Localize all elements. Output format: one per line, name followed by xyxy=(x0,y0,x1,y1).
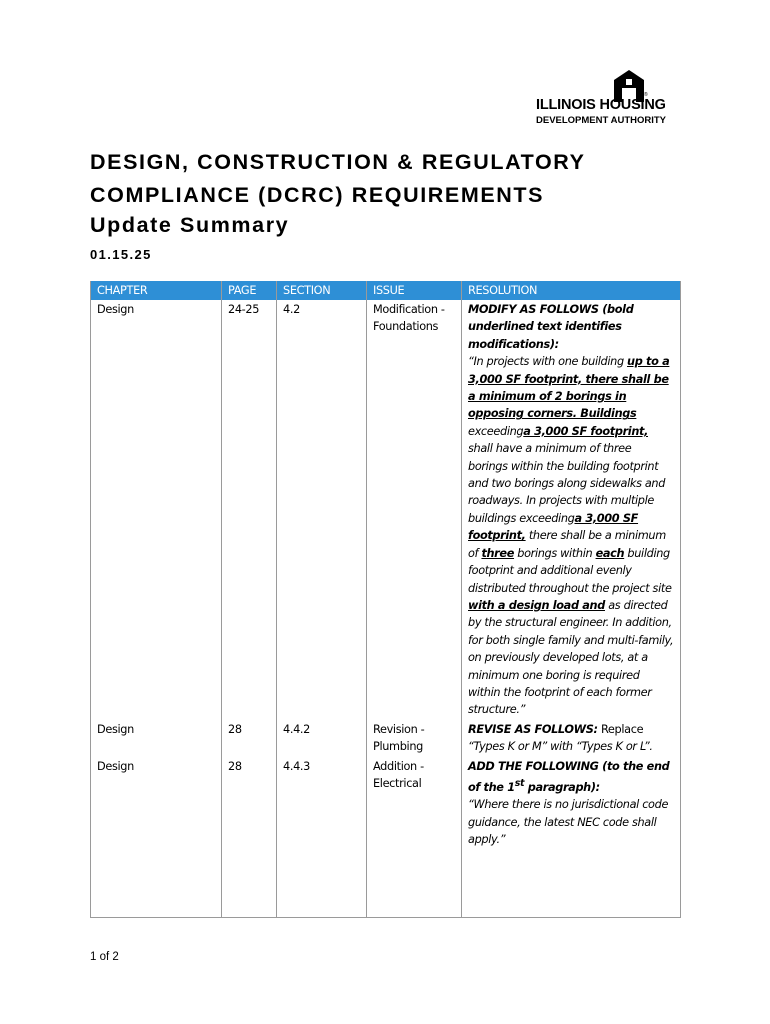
resolution-modification: up to a 3,000 SF footprint, there shall be a minimum of 2 borings in opposing corners. Buildings xyxy=(468,355,670,421)
cell-section: 4.4.2 xyxy=(277,720,367,757)
page-title xyxy=(90,146,586,212)
cell-page: 24-25 xyxy=(222,300,277,720)
cell-page: 28 xyxy=(222,757,277,918)
cell-resolution xyxy=(462,757,681,918)
cell-page: 28 xyxy=(222,720,277,757)
resolution-text: exceeding xyxy=(468,424,524,438)
logo-line-2: DEVELOPMENT AUTHORITY xyxy=(536,115,667,126)
table-header-row xyxy=(91,281,681,300)
cell-chapter: Design xyxy=(91,757,222,918)
col-header-section: SECTION xyxy=(277,281,367,300)
col-header-resolution: RESOLUTION xyxy=(462,281,681,300)
registered-mark: ® xyxy=(644,92,648,98)
cell-issue: Modification - Foundations xyxy=(367,300,462,720)
resolution-text: there shall be a minimum of xyxy=(468,529,666,560)
resolution-text: building footprint and additional evenly distributed throughout the project site xyxy=(468,546,672,595)
cell-chapter: Design xyxy=(91,720,222,757)
resolution-modification: with a design load and xyxy=(468,598,605,612)
resolution-text: Replace xyxy=(597,722,644,736)
page-number: 1 of 2 xyxy=(90,951,119,963)
resolution-text: “In projects with one building xyxy=(468,355,628,369)
col-header-chapter: CHAPTER xyxy=(91,281,222,300)
cell-issue: Addition - Electrical xyxy=(367,757,462,918)
resolution-modification: a 3,000 SF footprint, xyxy=(468,511,639,543)
resolution-heading-part: ADD THE FOLLOWING (to the end of the 1 xyxy=(468,759,670,794)
logo-line-1: ILLINOIS HOUSING xyxy=(536,97,666,113)
resolution-modification: each xyxy=(595,546,625,560)
resolution-modification: three xyxy=(481,546,515,560)
ihda-logo xyxy=(534,70,666,128)
table-row xyxy=(91,300,681,720)
ordinal-suffix: st xyxy=(514,777,525,789)
resolution-modification: a 3,000 SF footprint, xyxy=(523,424,649,438)
resolution-heading: REVISE AS FOLLOWS: xyxy=(468,722,598,736)
cell-section: 4.4.3 xyxy=(277,757,367,918)
resolution-heading-part: paragraph): xyxy=(524,780,600,794)
cell-chapter: Design xyxy=(91,300,222,720)
col-header-issue: ISSUE xyxy=(367,281,462,300)
resolution-heading xyxy=(468,760,669,794)
resolution-text: borings within xyxy=(514,546,596,560)
col-header-page: PAGE xyxy=(222,281,277,300)
cell-issue: Revision - Plumbing xyxy=(367,720,462,757)
resolution-text: “Types K or M” with “Types K or L”. xyxy=(468,740,653,754)
title-line-1: DESIGN, CONSTRUCTION & REGULATORY xyxy=(90,150,586,174)
cell-resolution xyxy=(462,720,681,757)
table-row xyxy=(91,720,681,757)
cell-section: 4.2 xyxy=(277,300,367,720)
resolution-text: “Where there is no jurisdictional code guidance, the latest NEC code shall apply.” xyxy=(468,798,669,846)
page-subtitle: Update Summary xyxy=(90,213,290,237)
document-date: 01.15.25 xyxy=(90,247,152,262)
table-row xyxy=(91,757,681,918)
update-summary-table xyxy=(90,281,681,918)
resolution-text: shall have a minimum of three borings within the building footprint and two borings along sidewalks and roadways. In projects with multiple buildings exceeding xyxy=(468,442,666,525)
title-line-2: COMPLIANCE (DCRC) REQUIREMENTS xyxy=(90,183,545,207)
cell-resolution xyxy=(462,300,681,720)
resolution-text: as directed by the structural engineer. In addition, for both single family and multi-family, on previously developed lots, at a minimum one boring is required within the footprint of each former structure.” xyxy=(468,598,674,717)
resolution-heading: MODIFY AS FOLLOWS (bold underlined text identifies modifications): xyxy=(468,303,634,351)
